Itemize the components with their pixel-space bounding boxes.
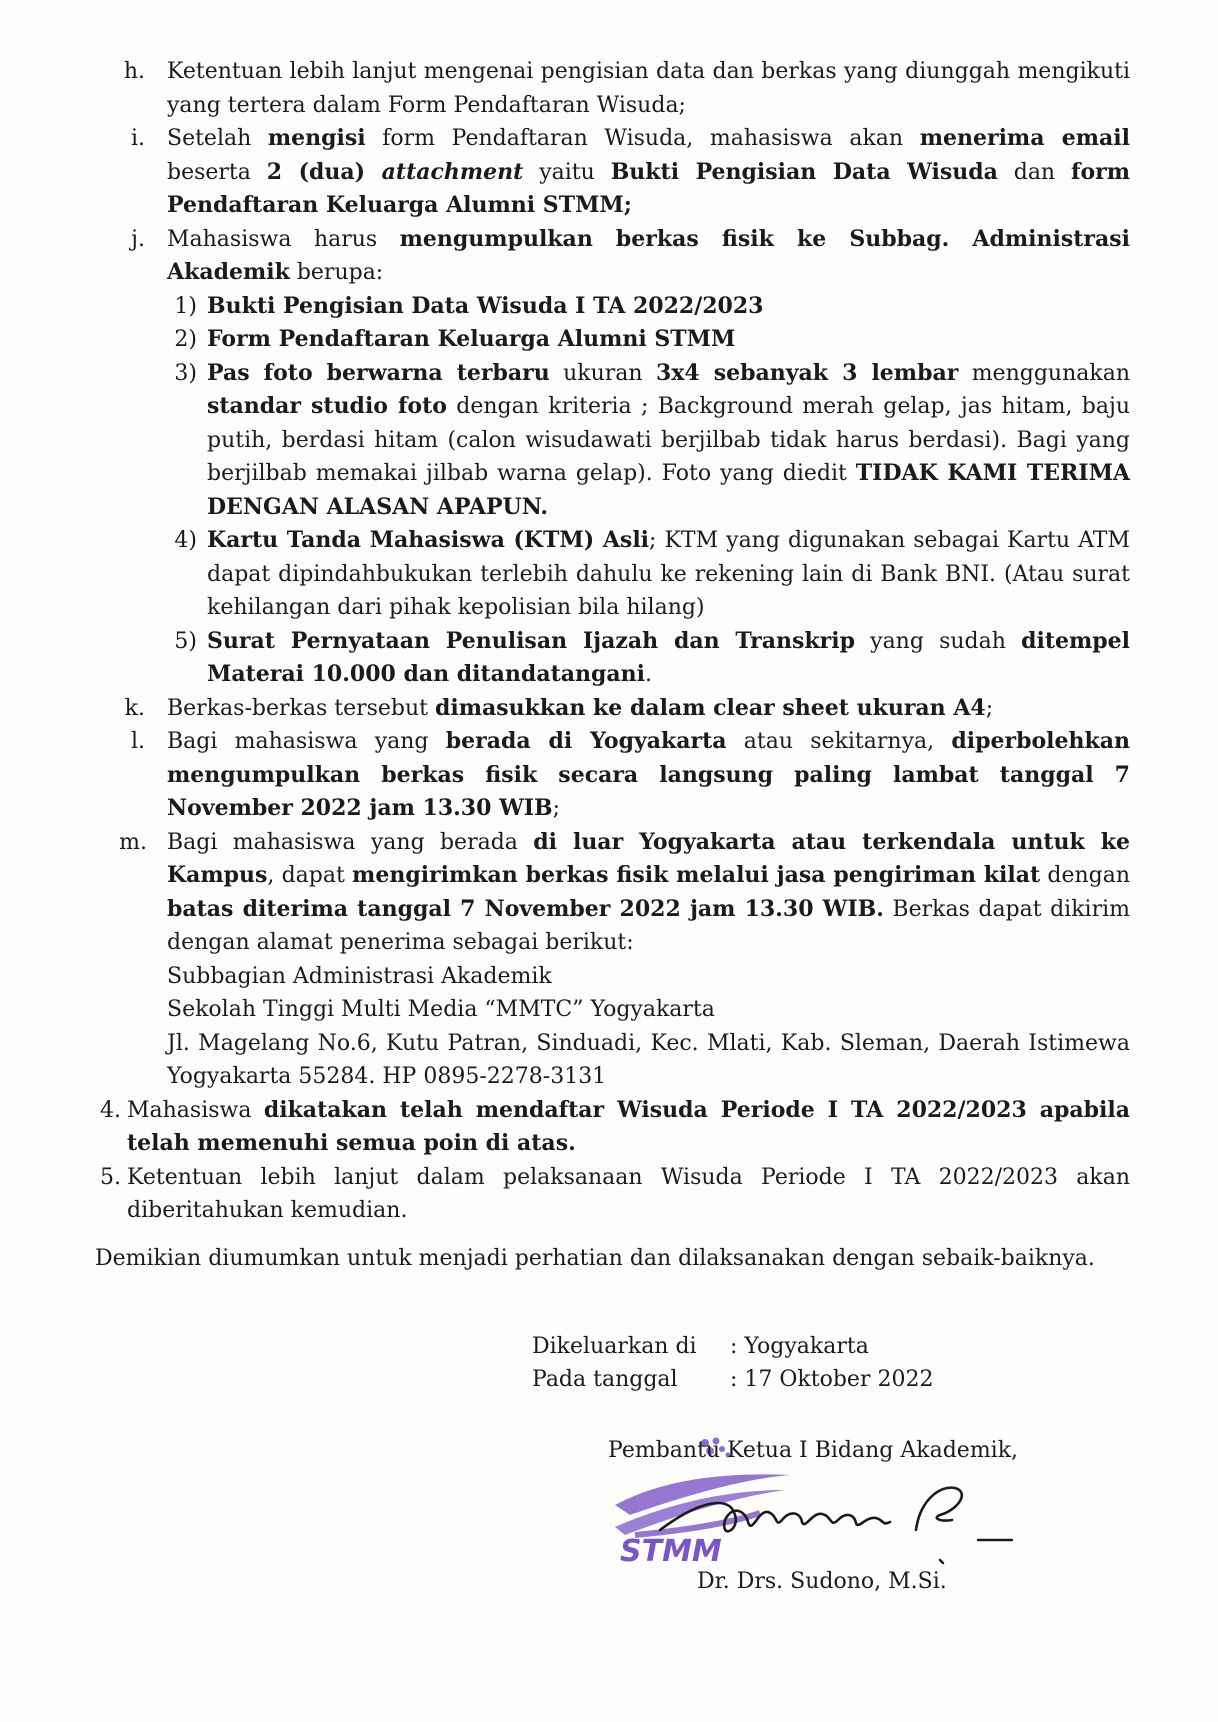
item-bold: Surat Pernyataan Penulisan Ijazah dan Transkrip <box>207 627 855 654</box>
list-marker: k. <box>124 695 145 721</box>
issued-date-row <box>532 1363 933 1396</box>
issued-block <box>532 1330 933 1396</box>
item-text: dan <box>997 159 1071 185</box>
item-bold: Bukti Pengisian Data Wisuda <box>610 158 998 185</box>
address-line-3: Jl. Magelang No.6, Kutu Patran, Sinduadi, Kec. Mlati, Kab. Sleman, Daerah Istimewa Yogyakarta 55284. HP 0895-2278-3131 <box>167 1030 1130 1089</box>
list-marker: i. <box>130 126 145 151</box>
item-text: ; KTM yang digunakan sebagai Kartu ATM dapat dipindahbukukan terlebih dahulu ke rekening lain di Bank BNI. (Atau surat kehilangan dari pihak kepolisian bila hilang) <box>207 528 1130 620</box>
item-text: Bagi mahasiswa yang berada <box>167 829 534 855</box>
item-text: form Pendaftaran Wisuda, mahasiswa akan <box>365 126 920 151</box>
sub-item-2 <box>174 323 1130 357</box>
item-bold: berada di Yogyakarta <box>445 728 727 754</box>
item-bold: di luar Yogyakarta atau terkendala untuk ke Kampus <box>167 828 1130 888</box>
item-text: Setelah <box>167 126 268 151</box>
list-item-m <box>119 826 1131 960</box>
address-line-1: Subbagian Administrasi Akademik <box>167 963 552 989</box>
item-text: menggunakan <box>958 360 1130 386</box>
item-bold: Bukti Pengisian Data Wisuda I TA 2022/2023 <box>207 292 764 319</box>
item-text: Mahasiswa <box>127 1097 264 1123</box>
item-text: Ketentuan lebih lanjut mengenai pengisian data dan berkas yang diunggah mengikuti yang tertera dalam Form Pendaftaran Wisuda; <box>167 59 1130 118</box>
list-marker: h. <box>123 59 145 84</box>
item-text: , dapat <box>267 863 353 888</box>
item-bold: Form Pendaftaran Keluarga Alumni STMM <box>207 326 736 352</box>
item-text: Berkas-berkas tersebut <box>167 695 435 721</box>
sub-item-3 <box>174 357 1130 525</box>
item-bold: diperbolehkan mengumpulkan berkas fisik secara langsung paling lambat tanggal 7 November 2022 jam 13.30 WIB <box>167 728 1130 821</box>
item-bold: TIDAK KAMI TERIMA DENGAN ALASAN APAPUN. <box>207 460 1130 520</box>
issued-date-label: Pada tanggal <box>532 1367 678 1392</box>
list-item-h <box>123 55 1130 122</box>
item-bold: Kartu Tanda Mahasiswa (KTM) Asli <box>207 527 650 553</box>
list-marker: 3) <box>174 360 197 386</box>
list-marker: j. <box>131 226 145 252</box>
item-bold: dikatakan telah mendaftar Wisuda Periode I TA 2022/2023 apabila telah memenuhi semua poin di atas. <box>127 1096 1130 1156</box>
item-text: dengan kriteria ; Background merah gelap, jas hitam, baju putih, berdasi hitam (calon wisudawati berjilbab tidak harus berdasi). Bagi yang berjilbab memakai jilbab warna gelap). Foto yang diedit <box>207 394 1130 486</box>
item-text: ukuran <box>549 360 656 386</box>
main-point-5 <box>100 1161 1130 1228</box>
item-bold: 2 (dua) <box>266 158 382 185</box>
item-bold: ditempel Materai 10.000 dan ditandatangani <box>207 627 1130 687</box>
list-marker: 5) <box>174 628 197 654</box>
issued-date-value: : 17 Oktober 2022 <box>730 1367 934 1392</box>
item-bold: batas diterima tanggal 7 November 2022 jam 13.30 WIB. <box>167 895 884 922</box>
item-text: Mahasiswa harus <box>167 226 400 252</box>
item-bold: form Pendaftaran Keluarga Alumni STMM; <box>167 158 1131 218</box>
item-text: yang sudah <box>854 628 1022 654</box>
item-text: Ketentuan lebih lanjut dalam pelaksanaan Wisuda Periode I TA 2022/2023 akan diberitahukan kemudian. <box>127 1164 1130 1223</box>
item-bold: mengisi <box>267 125 366 151</box>
item-bold: standar studio foto <box>207 393 447 419</box>
item-bold: dimasukkan ke dalam clear sheet ukuran A4 <box>435 694 986 721</box>
item-text: yaitu <box>523 159 611 185</box>
item-bold: Pas foto berwarna terbaru <box>207 359 550 386</box>
item-text: atau sekitarnya, <box>726 729 952 754</box>
list-marker: 1) <box>174 293 197 319</box>
item-text: . <box>644 662 652 687</box>
list-marker: l. <box>130 729 145 754</box>
list-marker: 4) <box>174 528 197 553</box>
sub-item-1 <box>174 290 1130 324</box>
main-point-4 <box>100 1094 1130 1161</box>
item-bold-italic: attachment <box>381 158 524 185</box>
list-marker: 2) <box>174 327 197 352</box>
handwritten-signature <box>640 1460 1040 1575</box>
issued-place-label: Dikeluarkan di <box>532 1334 697 1359</box>
item-text: berupa: <box>289 260 384 285</box>
sub-item-5 <box>174 625 1130 692</box>
item-bold: mengumpulkan berkas fisik ke Subbag. Administrasi Akademik <box>167 225 1130 285</box>
list-item-j <box>131 223 1130 290</box>
list-marker: 5. <box>100 1164 121 1190</box>
item-text: beserta <box>167 159 267 185</box>
signer-title: Pembantu Ketua I Bidang Akademik, <box>608 1438 1019 1463</box>
item-text: ; <box>985 695 994 721</box>
issued-place-value: : Yogyakarta <box>730 1334 869 1359</box>
item-bold: 3x4 sebanyak 3 lembar <box>655 359 959 386</box>
item-text: Berkas dapat dikirim dengan alamat penerima sebagai berikut: <box>167 896 1130 955</box>
item-text: ; <box>552 796 561 821</box>
address-line-2: Sekolah Tinggi Multi Media “MMTC” Yogyakarta <box>167 997 715 1022</box>
document-body <box>95 55 1130 1275</box>
issued-place-row <box>532 1330 933 1363</box>
item-text: dengan <box>1040 863 1131 888</box>
signer-name: Dr. Drs. Sudono, M.Si. <box>697 1569 947 1594</box>
sub-item-4 <box>174 524 1130 625</box>
item-text: Bagi mahasiswa yang <box>167 729 446 754</box>
list-item-k <box>124 692 1130 726</box>
item-bold: mengirimkan berkas fisik melalui jasa pengiriman kilat <box>352 862 1041 888</box>
closing-paragraph: Demikian diumumkan untuk menjadi perhatian dan dilaksanakan dengan sebaik-baiknya. <box>95 1245 1095 1271</box>
seal-text: STMM <box>620 1534 722 1565</box>
list-item-l <box>130 725 1130 826</box>
list-item-i <box>130 122 1131 223</box>
list-marker: m. <box>119 829 147 855</box>
list-marker: 4. <box>100 1097 121 1123</box>
item-bold: menerima email <box>919 125 1130 151</box>
